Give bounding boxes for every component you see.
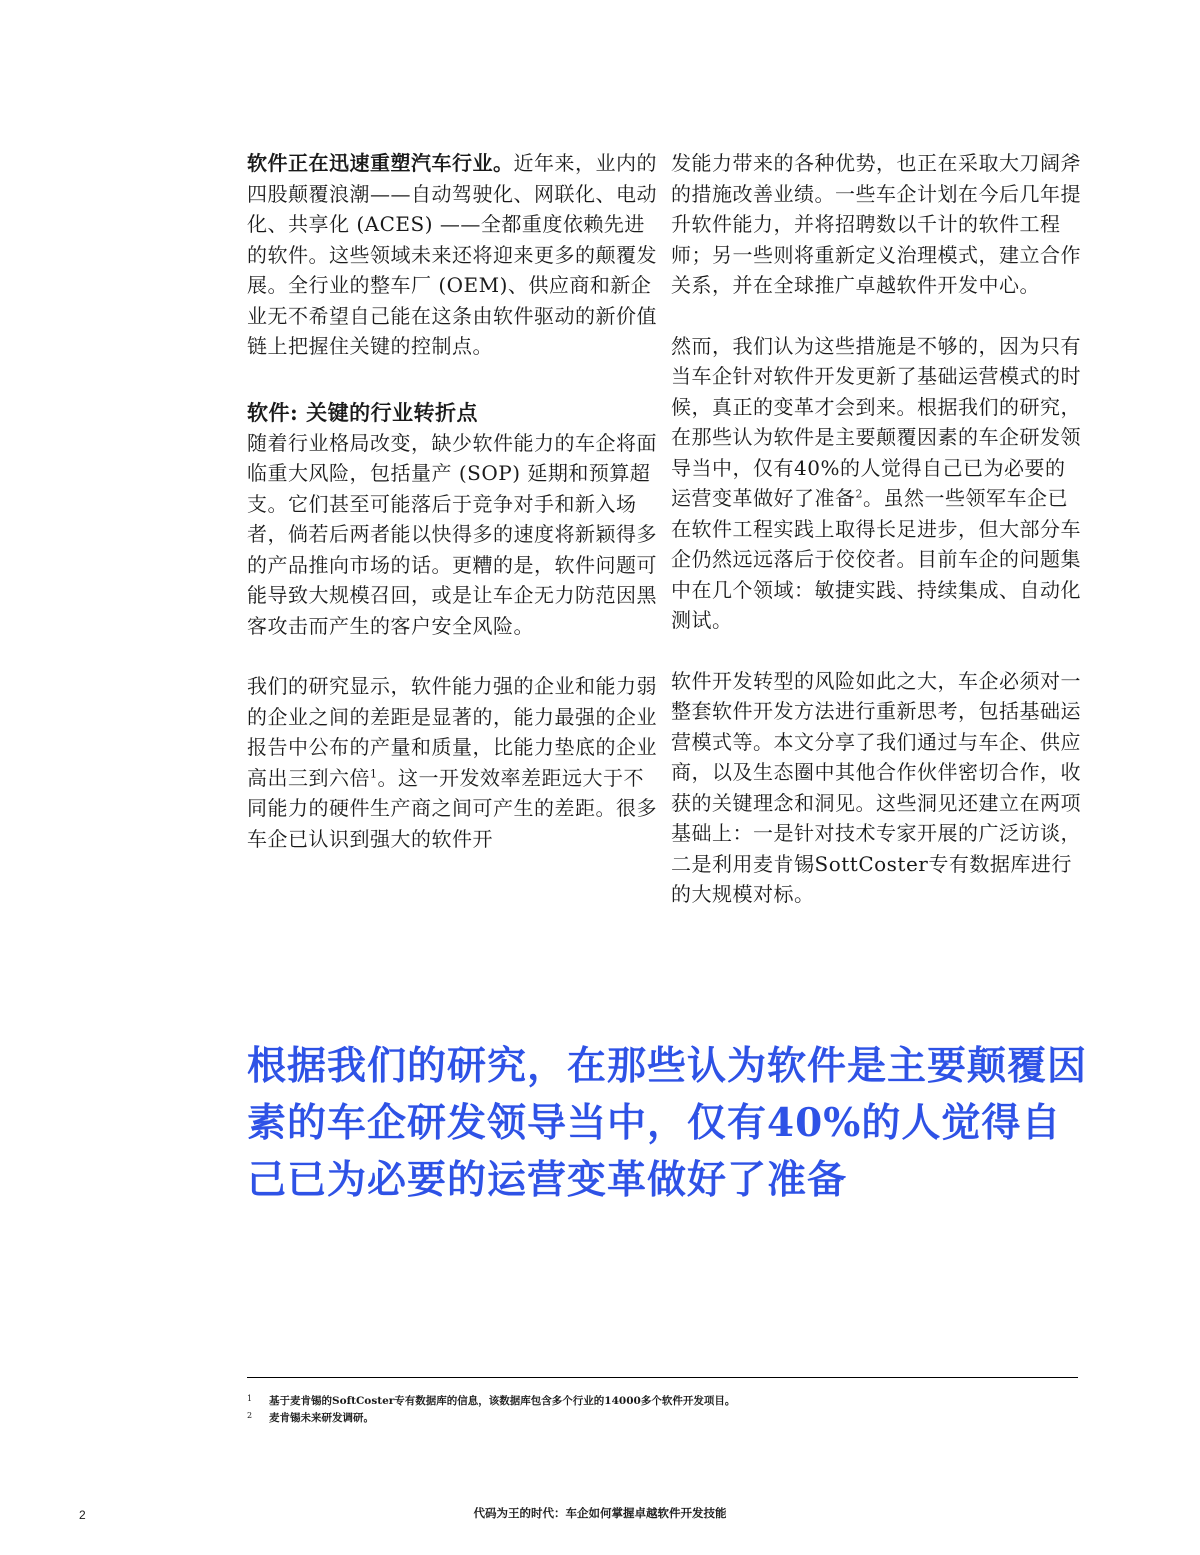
footnote-text: 基于麦肯锡的SoftCoster专有数据库的信息，该数据库包含多个行业的14000多个软件开发项目。 xyxy=(269,1395,736,1407)
footnote-1 xyxy=(247,1393,1078,1410)
footnote-ref-1[interactable]: 1 xyxy=(370,766,378,780)
footnotes xyxy=(247,1393,1078,1427)
footer-title: 代码为王的时代：车企如何掌握卓越软件开发技能 xyxy=(473,1506,727,1520)
right-column xyxy=(671,148,1083,940)
page-number: 2 xyxy=(79,1508,86,1522)
footnote-text: 麦肯锡未来研发调研。 xyxy=(269,1412,374,1424)
risk-paragraph: 随着行业格局改变，缺少软件能力的车企将面临重大风险，包括量产 (SOP) 延期和预算超支。它们甚至可能落后于竞争对手和新入场者，倘若后两者能以快得多的速度将新颖得多的产品推向市场的话。更糟的是，软件问题可能导致大规模召回，或是让车企无力防范因黑客攻击而产生的客户安全风险。 xyxy=(247,430,657,638)
footnote-number: 1 xyxy=(247,1394,253,1403)
operating-text-after: 。虽然一些领军车企已在软件工程实践上取得长足进步，但大部分车企仍然远远落后于佼佼者。目前车企的问题集中在几个领域：敏捷实践、持续集成、自动化测试。 xyxy=(671,486,1081,632)
research-paragraph xyxy=(247,671,659,854)
operating-text-before: 然而，我们认为这些措施是不够的，因为只有当车企针对软件开发更新了基础运营模式的时候，真正的变革才会到来。根据我们的研究，在那些认为软件是主要颠覆因素的车企研发领导当中，仅有40%的人觉得自己已为必要的运营变革做好了准备 xyxy=(671,333,1081,510)
intro-lead: 软件正在迅速重塑汽车行业。 xyxy=(247,151,514,175)
research-text-after: 。这一开发效率差距远大于不同能力的硬件生产商之间可产生的差距。很多车企已认识到强大的软件开 xyxy=(247,765,657,851)
footnote-ref-2[interactable]: 2 xyxy=(855,487,863,501)
left-column xyxy=(247,148,659,884)
footnote-number: 2 xyxy=(247,1411,253,1420)
section-heading: 软件: 关键的行业转折点 xyxy=(247,399,479,425)
intro-paragraph xyxy=(247,148,659,362)
intro-text: 近年来，业内的四股颠覆浪潮——自动驾驶化、网联化、电动化、共享化 (ACES) ——全都重度依赖先进的软件。这些领域未来还将迎来更多的颠覆发展。全行业的整车厂 (OEM)、供应商和新企业无不希望自己能在这条由软件驱动的新价值链上把握住关键的控制点。 xyxy=(247,151,657,358)
transformation-paragraph: 软件开发转型的风险如此之大，车企必须对一整套软件开发方法进行重新思考，包括基础运营模式等。本文分享了我们通过与车企、供应商，以及生态圈中其他合作伙伴密切合作，收获的关键理念和洞见。这些洞见还建立在两项基础上：一是针对技术专家开展的广泛访谈，二是利用麦肯锡SottCoster专有数据库进行的大规模对标。 xyxy=(671,668,1081,906)
pull-quote: 根据我们的研究，在那些认为软件是主要颠覆因素的车企研发领导当中，仅有40%的人觉得自己已为必要的运营变革做好了准备 xyxy=(247,1043,1088,1203)
advantage-paragraph: 发能力带来的各种优势，也正在采取大刀阔斧的措施改善业绩。一些车企计划在今后几年提升软件能力，并将招聘数以千计的软件工程师；另一些则将重新定义治理模式，建立合作关系，并在全球推广卓越软件开发中心。 xyxy=(671,151,1081,297)
research-text-before: 我们的研究显示，软件能力强的企业和能力弱的企业之间的差距是显著的，能力最强的企业报告中公布的产量和质量，比能力垫底的企业高出三到六倍 xyxy=(247,674,657,790)
footnote-2 xyxy=(247,1410,1078,1427)
operating-model-paragraph xyxy=(671,331,1083,636)
footnote-divider xyxy=(247,1377,1078,1378)
